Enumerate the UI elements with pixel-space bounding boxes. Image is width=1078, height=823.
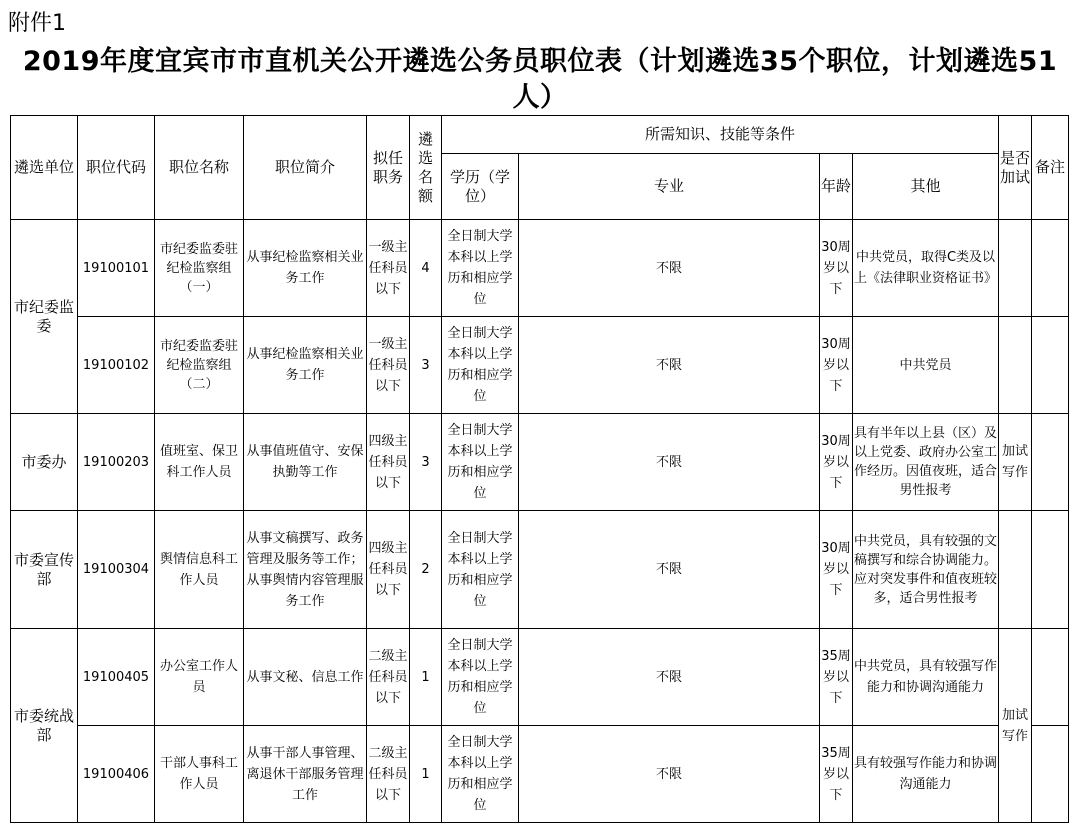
extra-exam-cell bbox=[999, 317, 1032, 414]
extra-exam-cell bbox=[999, 511, 1032, 629]
code-cell: 19100101 bbox=[78, 220, 155, 317]
header-age: 年龄 bbox=[820, 154, 853, 220]
intro-cell: 从事纪检监察相关业务工作 bbox=[244, 317, 367, 414]
code-cell: 19100102 bbox=[78, 317, 155, 414]
position-name-cell: 市纪委监委驻纪检监察组（二） bbox=[155, 317, 244, 414]
header-unit: 遴选单位 bbox=[11, 116, 78, 220]
remark-cell bbox=[1032, 317, 1069, 414]
code-cell: 19100406 bbox=[78, 726, 155, 823]
major-cell: 不限 bbox=[519, 726, 820, 823]
age-cell: 35周岁以下 bbox=[820, 726, 853, 823]
header-education: 学历（学位） bbox=[442, 154, 519, 220]
code-cell: 19100405 bbox=[78, 629, 155, 726]
duty-cell: 一级主任科员以下 bbox=[367, 317, 410, 414]
extra-exam-cell: 加试写作 bbox=[999, 629, 1032, 823]
quota-cell: 2 bbox=[410, 511, 442, 629]
intro-cell: 从事值班值守、安保执勤等工作 bbox=[244, 414, 367, 511]
age-cell: 30周岁以下 bbox=[820, 414, 853, 511]
intro-cell: 从事文秘、信息工作 bbox=[244, 629, 367, 726]
position-name-cell: 办公室工作人员 bbox=[155, 629, 244, 726]
education-cell: 全日制大学本科以上学历和相应学位 bbox=[442, 629, 519, 726]
major-cell: 不限 bbox=[519, 220, 820, 317]
position-name-cell: 舆情信息科工作人员 bbox=[155, 511, 244, 629]
header-conditions: 所需知识、技能等条件 bbox=[442, 116, 999, 154]
header-duty: 拟任职务 bbox=[367, 116, 410, 220]
intro-cell: 从事纪检监察相关业务工作 bbox=[244, 220, 367, 317]
header-code: 职位代码 bbox=[78, 116, 155, 220]
header-quota: 遴选名额 bbox=[410, 116, 442, 220]
quota-cell: 4 bbox=[410, 220, 442, 317]
duty-cell: 四级主任科员以下 bbox=[367, 414, 410, 511]
positions-table bbox=[10, 115, 1069, 823]
duty-cell: 二级主任科员以下 bbox=[367, 629, 410, 726]
header-name: 职位名称 bbox=[155, 116, 244, 220]
major-cell: 不限 bbox=[519, 511, 820, 629]
education-cell: 全日制大学本科以上学历和相应学位 bbox=[442, 726, 519, 823]
age-cell: 30周岁以下 bbox=[820, 511, 853, 629]
code-cell: 19100304 bbox=[78, 511, 155, 629]
remark-cell bbox=[1032, 511, 1069, 629]
remark-cell bbox=[1032, 414, 1069, 511]
table-row bbox=[11, 414, 1069, 511]
unit-cell: 市纪委监委 bbox=[11, 220, 78, 414]
duty-cell: 二级主任科员以下 bbox=[367, 726, 410, 823]
other-cell: 具有较强写作能力和协调沟通能力 bbox=[853, 726, 999, 823]
other-cell: 中共党员，具有较强的文稿撰写和综合协调能力。应对突发事件和值夜班较多，适合男性报考 bbox=[853, 511, 999, 629]
table-row bbox=[11, 629, 1069, 726]
age-cell: 35周岁以下 bbox=[820, 629, 853, 726]
education-cell: 全日制大学本科以上学历和相应学位 bbox=[442, 511, 519, 629]
age-cell: 30周岁以下 bbox=[820, 220, 853, 317]
other-cell: 中共党员 bbox=[853, 317, 999, 414]
position-name-cell: 市纪委监委驻纪检监察组（一） bbox=[155, 220, 244, 317]
education-cell: 全日制大学本科以上学历和相应学位 bbox=[442, 414, 519, 511]
quota-cell: 3 bbox=[410, 317, 442, 414]
remark-cell bbox=[1032, 220, 1069, 317]
header-major: 专业 bbox=[519, 154, 820, 220]
quota-cell: 1 bbox=[410, 726, 442, 823]
major-cell: 不限 bbox=[519, 414, 820, 511]
education-cell: 全日制大学本科以上学历和相应学位 bbox=[442, 317, 519, 414]
intro-cell: 从事文稿撰写、政务管理及服务等工作；从事舆情内容管理服务工作 bbox=[244, 511, 367, 629]
unit-cell: 市委宣传部 bbox=[11, 511, 78, 629]
table-row bbox=[11, 317, 1069, 414]
quota-cell: 3 bbox=[410, 414, 442, 511]
header-intro: 职位简介 bbox=[244, 116, 367, 220]
table-row bbox=[11, 511, 1069, 629]
other-cell: 中共党员，具有较强写作能力和协调沟通能力 bbox=[853, 629, 999, 726]
page-title: 2019年度宜宾市市直机关公开遴选公务员职位表（计划遴选35个职位，计划遴选51人） bbox=[22, 46, 1058, 113]
attachment-label: 附件1 bbox=[8, 11, 66, 36]
intro-cell: 从事干部人事管理、离退休干部服务管理工作 bbox=[244, 726, 367, 823]
table-row bbox=[11, 726, 1069, 823]
major-cell: 不限 bbox=[519, 629, 820, 726]
remark-cell bbox=[1032, 629, 1069, 726]
unit-cell: 市委办 bbox=[11, 414, 78, 511]
other-cell: 具有半年以上县（区）及以上党委、政府办公室工作经历。因值夜班，适合男性报考 bbox=[853, 414, 999, 511]
duty-cell: 四级主任科员以下 bbox=[367, 511, 410, 629]
code-cell: 19100203 bbox=[78, 414, 155, 511]
header-other: 其他 bbox=[853, 154, 999, 220]
table-row bbox=[11, 220, 1069, 317]
other-cell: 中共党员，取得C类及以上《法律职业资格证书》 bbox=[853, 220, 999, 317]
remark-cell bbox=[1032, 726, 1069, 823]
age-cell: 30周岁以下 bbox=[820, 317, 853, 414]
unit-cell: 市委统战部 bbox=[11, 629, 78, 823]
position-name-cell: 值班室、保卫科工作人员 bbox=[155, 414, 244, 511]
header-extra-exam: 是否加试 bbox=[999, 116, 1032, 220]
education-cell: 全日制大学本科以上学历和相应学位 bbox=[442, 220, 519, 317]
extra-exam-cell: 加试写作 bbox=[999, 414, 1032, 511]
duty-cell: 一级主任科员以下 bbox=[367, 220, 410, 317]
header-remark: 备注 bbox=[1032, 116, 1069, 220]
position-name-cell: 干部人事科工作人员 bbox=[155, 726, 244, 823]
quota-cell: 1 bbox=[410, 629, 442, 726]
major-cell: 不限 bbox=[519, 317, 820, 414]
extra-exam-cell bbox=[999, 220, 1032, 317]
